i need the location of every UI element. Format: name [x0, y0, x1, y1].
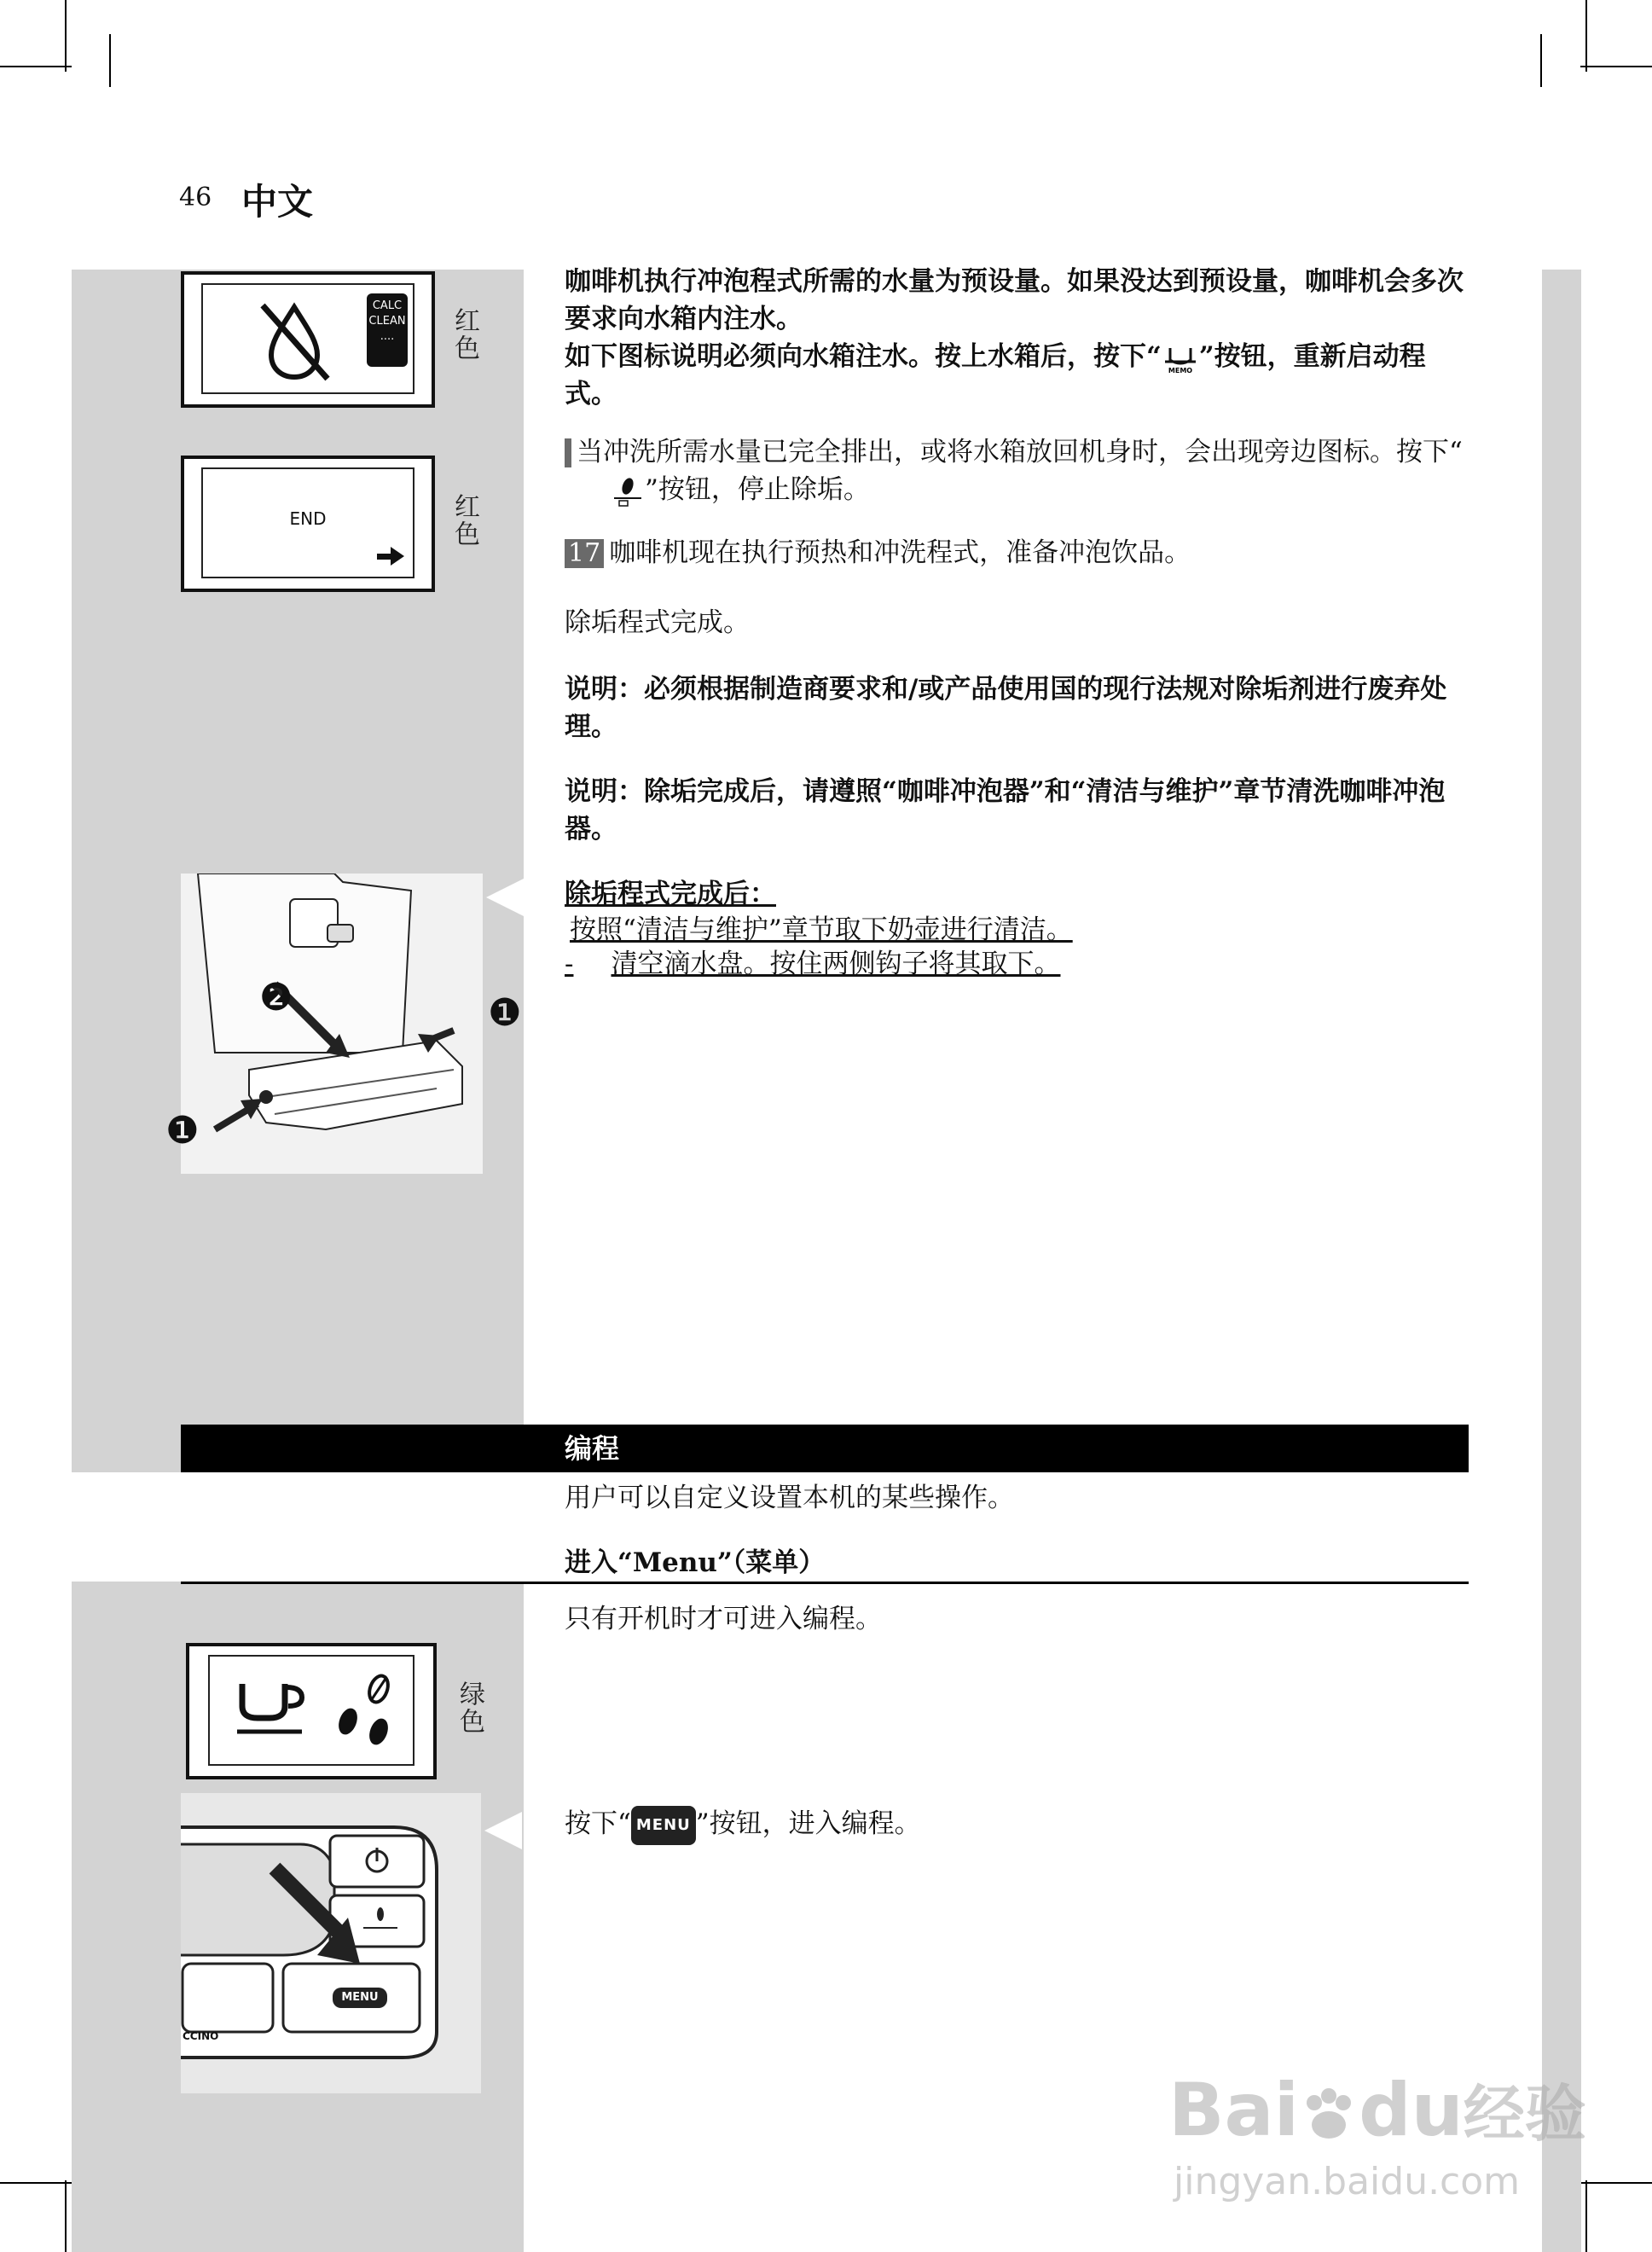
- color-label-red: 红色: [449, 307, 479, 362]
- calc-clean-badge: [367, 293, 408, 367]
- section-intro: 用户可以自定义设置本机的某些操作。: [565, 1483, 1014, 1513]
- baidu-watermark: [1168, 2064, 1586, 2153]
- dots-label: ....: [380, 330, 395, 343]
- drip-tray-illustration: [181, 874, 483, 1174]
- right-margin-bar: [1542, 270, 1581, 2252]
- coffee-beans-icon: [329, 1670, 406, 1756]
- menu-button-label: MENU: [341, 1991, 379, 2004]
- step-17: [565, 534, 1469, 572]
- note-brew-group: 说明：除垢完成后，请遵照“咖啡冲泡器”和“清洁与维护”章节清洗咖啡冲泡器。: [565, 776, 1446, 844]
- crop-mark: [1580, 66, 1652, 67]
- refill-instruction: [565, 338, 1469, 413]
- display-end: [181, 456, 435, 592]
- section-gap: [72, 1472, 524, 1582]
- callout-1-right: ❶: [488, 991, 522, 1035]
- hot-water-memo-icon: [1162, 341, 1199, 375]
- page-language: 中文: [241, 181, 314, 223]
- step-number: 17: [565, 539, 604, 568]
- crop-mark: [109, 34, 111, 87]
- refill-text-a: 如下图标说明必须向水箱注水。按上水箱后，按下“: [565, 341, 1162, 372]
- crop-mark: [65, 2180, 67, 2252]
- display-water-empty: [181, 271, 435, 408]
- menu-subtitle: 进入“Menu”（菜单）: [565, 1547, 826, 1578]
- crop-mark: [1585, 2180, 1587, 2252]
- display-screen: [201, 467, 414, 578]
- color-label-red: 红色: [449, 493, 479, 548]
- press-menu-text: [565, 1805, 1469, 1845]
- subtitle-rule: [181, 1582, 1469, 1584]
- press-menu-text-a: 按下“: [565, 1808, 631, 1839]
- crop-mark: [1540, 34, 1542, 87]
- figure-pointer: [484, 1812, 522, 1849]
- display-ready: [186, 1643, 437, 1779]
- memo-label: MEMO: [1168, 366, 1192, 374]
- step-16-text-a: 当冲洗所需水量已完全排出，或将水箱放回机身时，会出现旁边图标。按下“: [577, 437, 1463, 467]
- crop-mark: [0, 66, 72, 67]
- menu-button-icon: MENU: [631, 1806, 696, 1845]
- coffee-bean-button-icon: [611, 474, 645, 508]
- step-number: 16: [565, 438, 571, 467]
- no-water-icon: [256, 300, 333, 382]
- after-item-2: [565, 945, 1469, 983]
- display-screen: [208, 1655, 414, 1766]
- arrow-right-icon: [375, 546, 406, 566]
- step-16-text-b: ”按钮，停止除垢。: [645, 474, 870, 505]
- crop-mark: [1585, 0, 1587, 72]
- color-label-green: 绿色: [455, 1680, 484, 1735]
- crop-mark: [65, 0, 67, 72]
- menu-access-text: 只有开机时才可进入编程。: [565, 1604, 882, 1634]
- after-descaling-title: 除垢程式完成后：: [565, 879, 776, 909]
- press-menu-text-b: ”按钮，进入编程。: [695, 1808, 921, 1839]
- clean-label: CLEAN: [368, 315, 406, 328]
- cappuccino-button-label: CCINO: [183, 2030, 219, 2042]
- display-screen: [201, 283, 414, 394]
- control-panel-illustration: [181, 1793, 481, 2093]
- watermark-brand: Bai: [1168, 2068, 1300, 2153]
- callout-2: ❷: [259, 976, 293, 1019]
- after-item-1: 按照“清洁与维护”章节取下奶壶进行清洁。: [570, 914, 1073, 945]
- cup-icon: [235, 1677, 312, 1745]
- calc-label: CALC: [372, 299, 403, 312]
- watermark-cn: 经验: [1463, 2078, 1586, 2150]
- end-text: END: [289, 508, 327, 529]
- water-amount-text: 咖啡机执行冲泡程式所需的水量为预设量。如果没达到预设量，咖啡机会多次要求向水箱内注水。: [565, 266, 1464, 334]
- watermark-url: jingyan.baidu.com: [1174, 2160, 1521, 2203]
- refill-text-b: ”按钮，重新启动程式。: [565, 341, 1426, 409]
- dash: -: [565, 949, 574, 979]
- crop-mark: [1580, 2182, 1652, 2184]
- page-number: 46: [179, 183, 212, 212]
- crop-mark: [0, 2182, 72, 2184]
- section-header-bar: [181, 1425, 1469, 1472]
- step-16: [522, 433, 1469, 508]
- figure-pointer: [486, 879, 524, 916]
- after-item-2-text: 清空滴水盘。按住两侧钩子将其取下。: [611, 949, 1061, 979]
- paw-logo: [1299, 2086, 1359, 2145]
- section-title: 编程: [565, 1432, 620, 1465]
- watermark-brand-2: du: [1359, 2068, 1464, 2153]
- drip-tray-figure: [181, 874, 483, 1174]
- note-disposal: 说明：必须根据制造商要求和/或产品使用国的现行法规对除垢剂进行废弃处理。: [565, 674, 1447, 742]
- descaling-complete: 除垢程式完成。: [565, 607, 750, 638]
- control-panel-figure: [181, 1793, 481, 2093]
- callout-1-left: ❶: [165, 1109, 200, 1152]
- step-17-text: 咖啡机现在执行预热和冲洗程式，准备冲泡饮品。: [609, 537, 1191, 568]
